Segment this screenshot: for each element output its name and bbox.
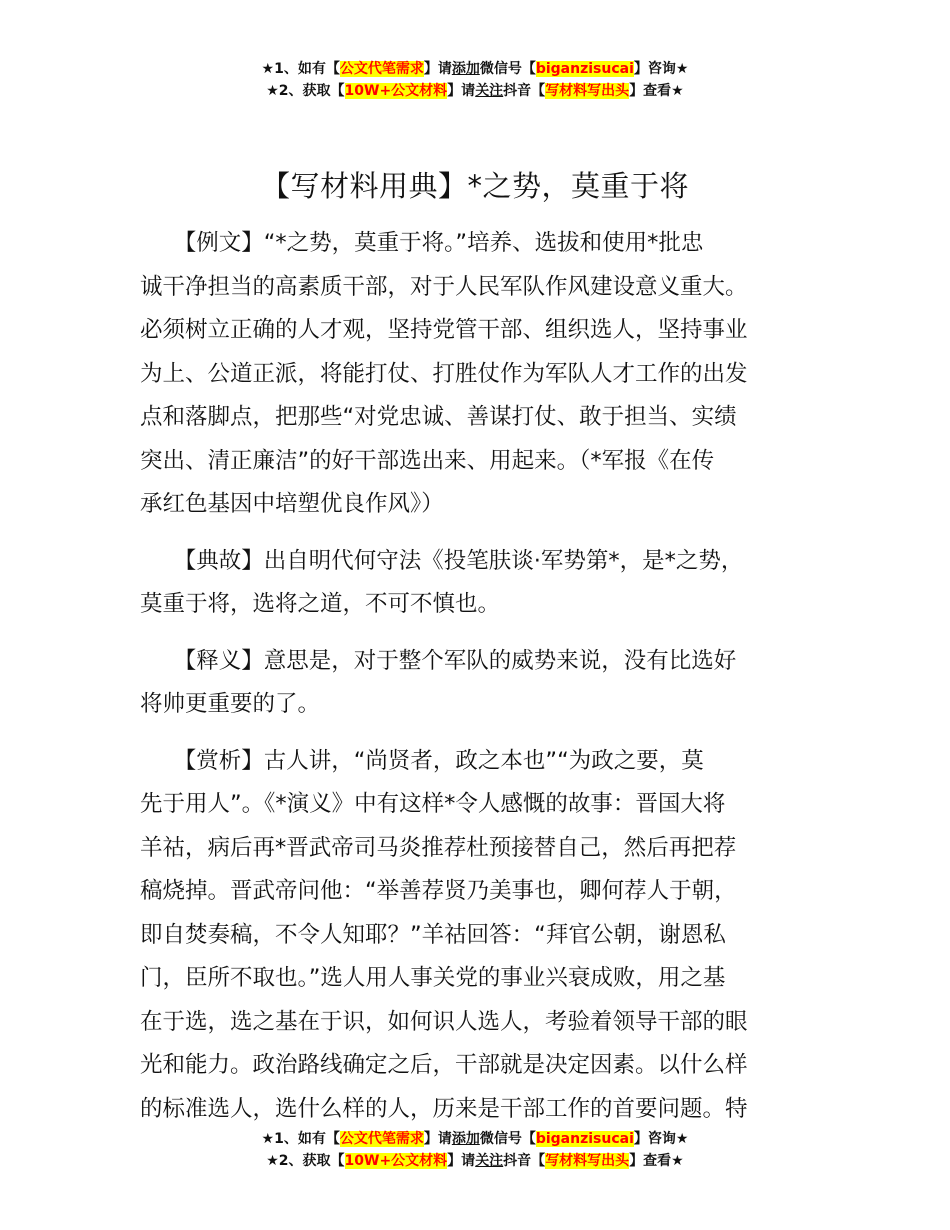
text-line: 承红色基因中培塑优良作风》） — [140, 491, 444, 517]
materials-highlight: 10W+公文材料 — [344, 1153, 448, 1169]
banner-line-2-suffix: 】查看★ — [629, 83, 684, 99]
document-body — [140, 222, 820, 1144]
banner-line-1-mid: 】请 — [423, 61, 452, 77]
add-emphasis: 添加 — [451, 61, 480, 77]
banner-line-2 — [0, 80, 950, 102]
example-paragraph — [140, 222, 820, 527]
add-emphasis: 添加 — [451, 1131, 480, 1147]
text-line: 将帅更重要的了。 — [140, 691, 321, 717]
footer-banner — [0, 1128, 950, 1172]
meaning-paragraph — [140, 640, 820, 727]
text-line: 【典故】出自明代何守法《投笔肤谈·军势第*，是*之势， — [140, 547, 744, 574]
banner-line-2-prefix: ★2、获取【 — [266, 83, 345, 99]
text-line: 【释义】意思是，对于整个军队的威势来说，没有比选好 — [140, 647, 737, 674]
banner-line-1-mid2: 微信号【 — [479, 1131, 536, 1147]
follow-emphasis: 关注 — [475, 83, 504, 99]
text-line: 【例文】“*之势，莫重于将。”培养、选拔和使用*批忠 — [140, 230, 704, 256]
banner-line-2-prefix: ★2、获取【 — [266, 1153, 345, 1169]
text-line: 即自焚奏稿，不令人知耶？”羊祜回答：“拜官公朝，谢恩私 — [140, 921, 726, 948]
text-line: 必须树立正确的人才观，坚持党管干部、组织选人，坚持事业 — [140, 317, 748, 343]
banner-line-1-suffix: 】咨询★ — [633, 1131, 689, 1147]
text-line: 的标准选人，选什么样的人，历来是干部工作的首要问题。特 — [140, 1095, 748, 1122]
text-line: 突出、清正廉洁”的好干部选出来、用起来。（*军报《在传 — [140, 447, 715, 474]
banner-line-1 — [0, 58, 950, 80]
douyin-account-highlight: 写材料写出头 — [545, 83, 630, 99]
wechat-id-highlight: biganzisucai — [535, 61, 634, 77]
text-line: 【赏析】古人讲，“尚贤者，政之本也”“为政之要，莫 — [140, 747, 704, 774]
banner-line-1-mid2: 微信号【 — [479, 61, 536, 77]
text-line: 羊祜，病后再*晋武帝司马炎推荐杜预接替自己，然后再把荐 — [140, 834, 737, 861]
banner-line-1-prefix: ★1、如有【 — [261, 61, 340, 77]
allusion-paragraph — [140, 540, 820, 627]
banner-line-1-suffix: 】咨询★ — [633, 61, 689, 77]
text-line: 莫重于将，选将之道，不可不慎也。 — [140, 591, 501, 617]
wechat-id-highlight: biganzisucai — [535, 1131, 634, 1147]
page-title: 【写材料用典】*之势，莫重于将 — [260, 169, 689, 203]
banner-line-1-prefix: ★1、如有【 — [261, 1131, 340, 1147]
banner-line-2-mid2: 抖音【 — [503, 83, 546, 99]
banner-line-2 — [0, 1150, 950, 1172]
text-line: 为上、公道正派，将能打仗、打胜仗作为军队人才工作的出发 — [140, 360, 748, 387]
text-line: 稿烧掉。晋武帝问他：“举善荐贤乃美事也，卿何荐人于朝， — [140, 878, 737, 904]
banner-line-2-mid: 】请 — [447, 83, 476, 99]
follow-emphasis: 关注 — [475, 1153, 504, 1169]
banner-line-1-mid: 】请 — [423, 1131, 452, 1147]
appreciation-paragraph — [140, 740, 820, 1132]
text-line: 在于选，选之基在于识，如何识人选人，考验着领导干部的眼 — [140, 1008, 748, 1035]
banner-line-2-suffix: 】查看★ — [629, 1153, 684, 1169]
text-line: 点和落脚点，把那些“对党忠诚、善谋打仗、敢于担当、实绩 — [140, 404, 737, 430]
text-line: 诚干净担当的高素质干部，对于人民军队作风建设意义重大。 — [140, 273, 748, 300]
materials-highlight: 10W+公文材料 — [344, 83, 448, 99]
text-line: 光和能力。政治路线确定之后，干部就是决定因素。以什么样 — [140, 1052, 748, 1078]
ghostwriting-highlight: 公文代笔需求 — [339, 61, 424, 77]
ghostwriting-highlight: 公文代笔需求 — [339, 1131, 424, 1147]
banner-line-2-mid: 】请 — [447, 1153, 476, 1169]
text-line: 门，臣所不取也。”选人用人事关党的事业兴衰成败，用之基 — [140, 965, 726, 991]
header-banner — [0, 58, 950, 102]
banner-line-1 — [0, 1128, 950, 1150]
banner-line-2-mid2: 抖音【 — [503, 1153, 546, 1169]
text-line: 先于用人”。《*演义》中有这样*令人感慨的故事：晋国大将 — [140, 791, 726, 817]
douyin-account-highlight: 写材料写出头 — [545, 1153, 630, 1169]
